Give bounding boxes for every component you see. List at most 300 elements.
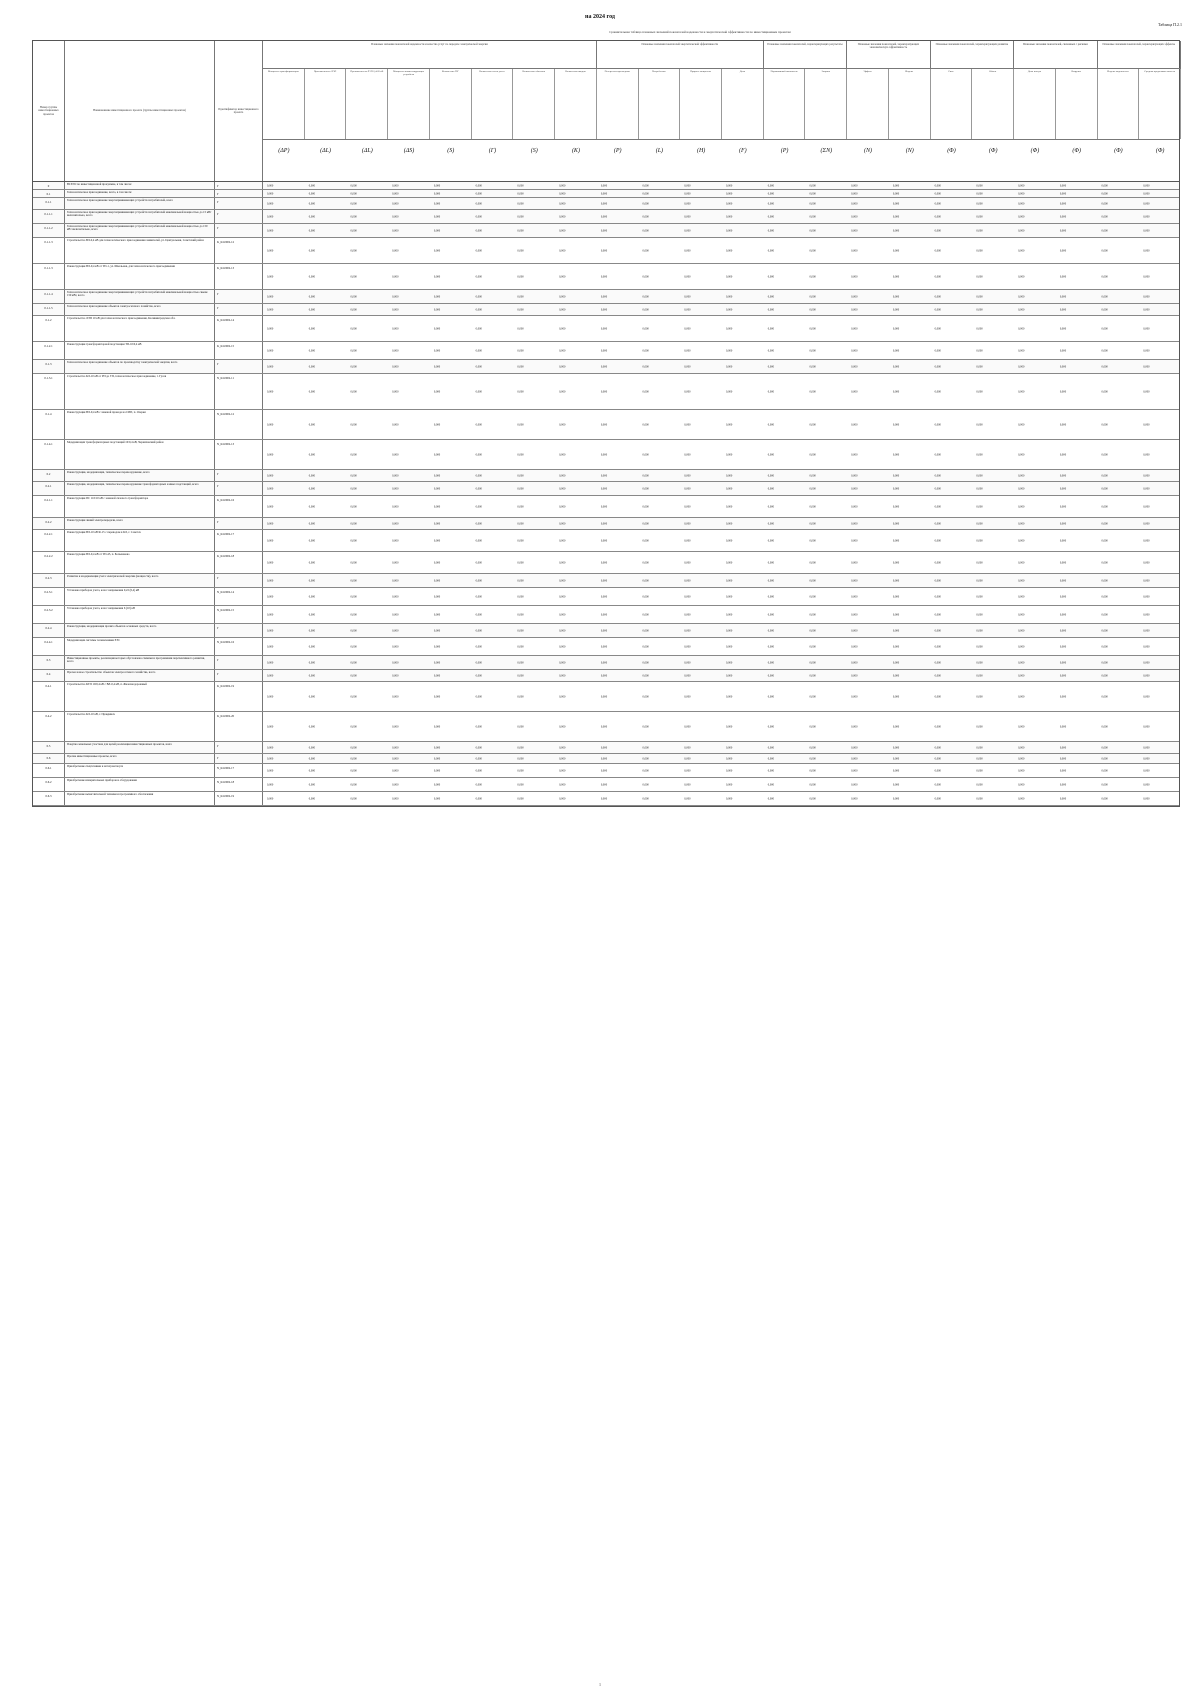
value-cell: 0,000	[433, 295, 441, 298]
value-cell: 0,000	[433, 505, 441, 508]
value-cell: 0,000	[684, 275, 691, 278]
value-cell: 0,000	[851, 746, 858, 749]
value-cell: 0,000	[642, 757, 649, 760]
value-cell: 0,000	[934, 423, 941, 426]
value-cell: 0,000	[267, 769, 274, 772]
value-cell: 0,000	[559, 365, 566, 368]
value-cell: 0,000	[851, 539, 858, 542]
value-cell: 0,000	[809, 613, 816, 616]
value-cell: 0,000	[350, 474, 357, 477]
value-cell: 0,000	[642, 202, 649, 205]
value-cell: 0,000	[976, 661, 983, 664]
value-cell: 0,000	[517, 390, 524, 393]
value-cell: 0,000	[1059, 561, 1067, 564]
value-cell: 0,000	[559, 275, 566, 278]
value-cell: 0,000	[475, 295, 482, 298]
value-cell: 0,000	[600, 390, 608, 393]
value-cell: 0,000	[433, 390, 441, 393]
header-subhead: Количество ПУ	[430, 69, 472, 139]
value-cell: 0,000	[809, 783, 816, 786]
value-cell: 0,000	[642, 674, 649, 677]
row-values	[263, 656, 1179, 669]
value-cell: 0,000	[976, 613, 983, 616]
value-cell: 0,000	[767, 725, 775, 728]
value-cell: 0,000	[726, 613, 733, 616]
value-cell: 0,000	[433, 674, 441, 677]
value-cell: 0,000	[433, 487, 441, 490]
header-symbols	[263, 139, 1179, 182]
row-code: 0.6	[33, 754, 65, 763]
value-cell: 0,000	[1059, 308, 1067, 311]
value-cell: 0,000	[726, 215, 733, 218]
table-row	[33, 482, 1179, 496]
value-cell: 0,000	[517, 522, 524, 525]
value-cell: 0,000	[892, 295, 900, 298]
row-values	[263, 496, 1179, 517]
value-cell: 0,000	[934, 661, 941, 664]
value-cell: 0,000	[517, 505, 524, 508]
value-cell: 0,000	[642, 797, 649, 800]
value-cell: 0,000	[308, 629, 316, 632]
header-symbol: (ΔS)	[403, 148, 415, 154]
value-cell: 0,000	[392, 695, 399, 698]
row-name: Технологическое присоединение энергопринимающих устройств потребителей максимальной мощностью свыше 150 кВт, всего	[65, 290, 215, 303]
value-cell: 0,000	[767, 674, 775, 677]
value-cell: 0,000	[1143, 561, 1150, 564]
value-cell: 0,000	[475, 215, 482, 218]
value-cell: 0,000	[892, 184, 900, 187]
value-cell: 0,000	[517, 327, 524, 330]
value-cell: 0,000	[559, 202, 566, 205]
value-cell: 0,000	[1059, 783, 1067, 786]
header-group: Плановые значения показателей, связанных с рисками	[1014, 41, 1097, 69]
row-code: 0.1.1.3	[33, 264, 65, 289]
table-row	[33, 588, 1179, 606]
value-cell: 0,000	[642, 613, 649, 616]
value-cell: 0,000	[809, 453, 816, 456]
value-cell: 0,000	[1018, 579, 1025, 582]
value-cell: 0,000	[392, 797, 399, 800]
value-cell: 0,000	[308, 579, 316, 582]
page-title: на 2024 год	[585, 14, 615, 20]
value-cell: 0,000	[392, 229, 399, 232]
value-cell: 0,000	[350, 695, 357, 698]
row-name: Реконструкция ВЛ-0,4 кВ с заменой провода на СИП, п. Озерки	[65, 410, 215, 439]
value-cell: 0,000	[767, 295, 775, 298]
value-cell: 0,000	[1018, 629, 1025, 632]
value-cell: 0,000	[350, 308, 357, 311]
value-cell: 0,000	[308, 695, 316, 698]
row-values	[263, 682, 1179, 711]
value-cell: 0,000	[976, 797, 983, 800]
value-cell: 0,000	[934, 783, 941, 786]
value-cell: 0,000	[851, 202, 858, 205]
header-group: Плановые значения показателей, характеризующих экономическую эффективность	[847, 41, 930, 69]
value-cell: 0,000	[267, 539, 274, 542]
value-cell: 0,000	[1059, 579, 1067, 582]
table-row	[33, 182, 1179, 190]
value-cell: 0,000	[559, 645, 566, 648]
header-group: Плановые значения показателей энергетической эффективности	[597, 41, 764, 69]
value-cell: 0,000	[851, 645, 858, 648]
value-cell: 0,000	[892, 308, 900, 311]
value-cell: 0,000	[976, 629, 983, 632]
value-cell: 0,000	[475, 487, 482, 490]
value-cell: 0,000	[433, 423, 441, 426]
value-cell: 0,000	[1143, 249, 1150, 252]
value-cell: 0,000	[1101, 249, 1108, 252]
value-cell: 0,000	[767, 365, 775, 368]
value-cell: 0,000	[851, 561, 858, 564]
row-id: Г	[215, 742, 263, 753]
value-cell: 0,000	[726, 769, 733, 772]
value-cell: 0,000	[684, 184, 691, 187]
value-cell: 0,000	[851, 215, 858, 218]
value-cell: 0,000	[851, 275, 858, 278]
table-subtitle: Сравнительная таблица плановых значений показателей надежности и энергетической эффективности по инвестиционным проектам	[609, 30, 791, 34]
header-subhead: Мощность компенсирующих устройств	[388, 69, 430, 139]
value-cell: 0,000	[433, 645, 441, 648]
row-name: Технологическое присоединение энергопринимающих устройств потребителей максимальной мощностью до 150 кВт включительно, всего	[65, 224, 215, 237]
value-cell: 0,000	[600, 275, 608, 278]
value-cell: 0,000	[892, 505, 900, 508]
value-cell: 0,000	[767, 757, 775, 760]
value-cell: 0,000	[976, 202, 983, 205]
value-cell: 0,000	[892, 746, 900, 749]
row-code: 0.1.1.5	[33, 304, 65, 315]
value-cell: 0,000	[433, 769, 441, 772]
value-cell: 0,000	[1101, 757, 1108, 760]
value-cell: 0,000	[1018, 308, 1025, 311]
value-cell: 0,000	[934, 505, 941, 508]
value-cell: 0,000	[726, 390, 733, 393]
value-cell: 0,000	[684, 487, 691, 490]
value-cell: 0,000	[642, 522, 649, 525]
table-row	[33, 764, 1179, 778]
header-subhead: Мощность трансформаторов	[263, 69, 305, 139]
header-symbol: (Φ)	[988, 148, 998, 154]
value-cell: 0,000	[1101, 695, 1108, 698]
table-body	[33, 182, 1179, 806]
value-cell: 0,000	[851, 725, 858, 728]
value-cell: 0,000	[642, 746, 649, 749]
header-symbol: (ΔL)	[361, 148, 373, 154]
header-symbol: (N)	[905, 148, 914, 154]
value-cell: 0,000	[267, 757, 274, 760]
value-cell: 0,000	[726, 202, 733, 205]
value-cell: 0,000	[1101, 613, 1108, 616]
table-row	[33, 304, 1179, 316]
value-cell: 0,000	[517, 192, 524, 195]
value-cell: 0,000	[892, 202, 900, 205]
table-row	[33, 342, 1179, 360]
value-cell: 0,000	[1101, 474, 1108, 477]
value-cell: 0,000	[934, 390, 941, 393]
row-code: 0.6.1	[33, 764, 65, 777]
value-cell: 0,000	[892, 487, 900, 490]
value-cell: 0,000	[433, 797, 441, 800]
value-cell: 0,000	[767, 184, 775, 187]
header-symbol: (ΔP)	[278, 148, 290, 154]
value-cell: 0,000	[767, 423, 775, 426]
value-cell: 0,000	[809, 365, 816, 368]
value-cell: 0,000	[600, 365, 608, 368]
value-cell: 0,000	[1101, 539, 1108, 542]
value-cell: 0,000	[392, 390, 399, 393]
value-cell: 0,000	[475, 539, 482, 542]
value-cell: 0,000	[267, 613, 274, 616]
row-code: 0.2.3	[33, 574, 65, 587]
value-cell: 0,000	[559, 505, 566, 508]
value-cell: 0,000	[684, 308, 691, 311]
value-cell: 0,000	[517, 539, 524, 542]
value-cell: 0,000	[934, 613, 941, 616]
header-subhead: Доля	[722, 69, 764, 139]
header-subhead: Протяженность ЛЭП 0,4-20 кВ	[346, 69, 388, 139]
value-cell: 0,000	[851, 327, 858, 330]
value-cell: 0,000	[934, 327, 941, 330]
value-cell: 0,000	[892, 539, 900, 542]
value-cell: 0,000	[350, 595, 357, 598]
value-cell: 0,000	[684, 505, 691, 508]
value-cell: 0,000	[559, 757, 566, 760]
value-cell: 0,000	[851, 505, 858, 508]
value-cell: 0,000	[267, 746, 274, 749]
value-cell: 0,000	[392, 423, 399, 426]
value-cell: 0,000	[726, 757, 733, 760]
value-cell: 0,000	[600, 522, 608, 525]
value-cell: 0,000	[600, 629, 608, 632]
value-cell: 0,000	[726, 725, 733, 728]
value-cell: 0,000	[892, 423, 900, 426]
value-cell: 0,000	[767, 453, 775, 456]
value-cell: 0,000	[1059, 390, 1067, 393]
value-cell: 0,000	[433, 249, 441, 252]
value-cell: 0,000	[517, 695, 524, 698]
value-cell: 0,000	[1143, 629, 1150, 632]
value-cell: 0,000	[559, 295, 566, 298]
value-cell: 0,000	[559, 746, 566, 749]
value-cell: 0,000	[1143, 725, 1150, 728]
value-cell: 0,000	[1018, 757, 1025, 760]
value-cell: 0,000	[433, 184, 441, 187]
value-cell: 0,000	[809, 487, 816, 490]
value-cell: 0,000	[1101, 645, 1108, 648]
value-cell: 0,000	[350, 746, 357, 749]
value-cell: 0,000	[308, 390, 316, 393]
value-cell: 0,000	[726, 579, 733, 582]
value-cell: 0,000	[433, 725, 441, 728]
value-cell: 0,000	[433, 192, 441, 195]
header-subhead: Индекс надежности	[1098, 69, 1140, 139]
value-cell: 0,000	[1018, 522, 1025, 525]
value-cell: 0,000	[559, 423, 566, 426]
value-cell: 0,000	[726, 453, 733, 456]
value-cell: 0,000	[976, 192, 983, 195]
value-cell: 0,000	[767, 797, 775, 800]
value-cell: 0,000	[1018, 229, 1025, 232]
value-cell: 0,000	[517, 487, 524, 490]
row-code: 0.3	[33, 656, 65, 669]
value-cell: 0,000	[267, 349, 274, 352]
header-subhead: Нормативный показатель	[764, 69, 806, 139]
row-values	[263, 754, 1179, 763]
value-cell: 0,000	[475, 249, 482, 252]
value-cell: 0,000	[1143, 349, 1150, 352]
header-subhead: Выручка	[1056, 69, 1098, 139]
value-cell: 0,000	[559, 725, 566, 728]
value-cell: 0,000	[392, 561, 399, 564]
value-cell: 0,000	[392, 661, 399, 664]
value-cell: 0,000	[308, 725, 316, 728]
value-cell: 0,000	[934, 275, 941, 278]
value-cell: 0,000	[976, 308, 983, 311]
value-cell: 0,000	[1101, 327, 1108, 330]
value-cell: 0,000	[392, 349, 399, 352]
value-cell: 0,000	[767, 215, 775, 218]
value-cell: 0,000	[1143, 674, 1150, 677]
row-values	[263, 670, 1179, 681]
value-cell: 0,000	[684, 746, 691, 749]
value-cell: 0,000	[392, 249, 399, 252]
value-cell: 0,000	[684, 423, 691, 426]
table-row	[33, 530, 1179, 552]
value-cell: 0,000	[433, 229, 441, 232]
row-values	[263, 742, 1179, 753]
value-cell: 0,000	[1143, 423, 1150, 426]
value-cell: 0,000	[851, 757, 858, 760]
value-cell: 0,000	[1101, 308, 1108, 311]
value-cell: 0,000	[851, 695, 858, 698]
row-id: N_KL0002-15	[215, 606, 263, 623]
value-cell: 0,000	[392, 295, 399, 298]
value-cell: 0,000	[1059, 539, 1067, 542]
value-cell: 0,000	[308, 769, 316, 772]
value-cell: 0,000	[559, 327, 566, 330]
value-cell: 0,000	[1018, 295, 1025, 298]
value-cell: 0,000	[642, 539, 649, 542]
value-cell: 0,000	[517, 453, 524, 456]
value-cell: 0,000	[1143, 613, 1150, 616]
value-cell: 0,000	[892, 275, 900, 278]
value-cell: 0,000	[767, 349, 775, 352]
value-cell: 0,000	[934, 769, 941, 772]
value-cell: 0,000	[600, 327, 608, 330]
value-cell: 0,000	[976, 249, 983, 252]
value-cell: 0,000	[433, 539, 441, 542]
value-cell: 0,000	[559, 390, 566, 393]
value-cell: 0,000	[809, 769, 816, 772]
value-cell: 0,000	[350, 757, 357, 760]
row-code: 0.1.1.4	[33, 290, 65, 303]
row-values	[263, 764, 1179, 777]
row-values	[263, 190, 1179, 197]
value-cell: 0,000	[767, 390, 775, 393]
value-cell: 0,000	[976, 579, 983, 582]
value-cell: 0,000	[1143, 365, 1150, 368]
value-cell: 0,000	[1059, 695, 1067, 698]
value-cell: 0,000	[350, 674, 357, 677]
value-cell: 0,000	[1101, 275, 1108, 278]
value-cell: 0,000	[934, 725, 941, 728]
value-cell: 0,000	[392, 674, 399, 677]
row-id: K_KL0002-19	[215, 682, 263, 711]
value-cell: 0,000	[350, 192, 357, 195]
row-id: Г	[215, 304, 263, 315]
value-cell: 0,000	[642, 327, 649, 330]
value-cell: 0,000	[559, 184, 566, 187]
value-cell: 0,000	[642, 365, 649, 368]
value-cell: 0,000	[684, 249, 691, 252]
header-subhead: Количество объектов	[513, 69, 555, 139]
value-cell: 0,000	[684, 783, 691, 786]
value-cell: 0,000	[642, 308, 649, 311]
value-cell: 0,000	[517, 645, 524, 648]
value-cell: 0,000	[1143, 645, 1150, 648]
value-cell: 0,000	[517, 595, 524, 598]
value-cell: 0,000	[642, 423, 649, 426]
value-cell: 0,000	[976, 423, 983, 426]
row-values	[263, 574, 1179, 587]
value-cell: 0,000	[1143, 539, 1150, 542]
value-cell: 0,000	[267, 184, 274, 187]
value-cell: 0,000	[267, 474, 274, 477]
value-cell: 0,000	[350, 229, 357, 232]
row-code: 0.2.3.2	[33, 606, 65, 623]
value-cell: 0,000	[642, 505, 649, 508]
row-values	[263, 198, 1179, 209]
value-cell: 0,000	[559, 349, 566, 352]
row-name: Реконструкция ПС 110/10 кВ с заменой силового трансформатора	[65, 496, 215, 517]
value-cell: 0,000	[892, 390, 900, 393]
header-group: Плановые значения показателей надежности и качества услуг по передаче электрической энергии	[263, 41, 597, 69]
value-cell: 0,000	[267, 249, 274, 252]
value-cell: 0,000	[308, 327, 316, 330]
header-subhead: Потребление	[639, 69, 681, 139]
value-cell: 0,000	[350, 769, 357, 772]
value-cell: 0,000	[767, 746, 775, 749]
value-cell: 0,000	[851, 783, 858, 786]
value-cell: 0,000	[392, 184, 399, 187]
value-cell: 0,000	[308, 539, 316, 542]
value-cell: 0,000	[934, 522, 941, 525]
header-subhead: Протяженность ЛЭП	[305, 69, 347, 139]
value-cell: 0,000	[392, 275, 399, 278]
value-cell: 0,000	[308, 202, 316, 205]
value-cell: 0,000	[1059, 522, 1067, 525]
value-cell: 0,000	[308, 645, 316, 648]
value-cell: 0,000	[350, 797, 357, 800]
table-row	[33, 712, 1179, 742]
value-cell: 0,000	[475, 184, 482, 187]
value-cell: 0,000	[1059, 629, 1067, 632]
row-name: Технологическое присоединение, всего, в том числе:	[65, 190, 215, 197]
value-cell: 0,000	[433, 595, 441, 598]
row-code: 0	[33, 182, 65, 189]
table-row	[33, 792, 1179, 806]
value-cell: 0,000	[809, 695, 816, 698]
value-cell: 0,000	[433, 349, 441, 352]
value-cell: 0,000	[433, 522, 441, 525]
row-id: Г	[215, 624, 263, 637]
value-cell: 0,000	[308, 613, 316, 616]
value-cell: 0,000	[892, 215, 900, 218]
value-cell: 0,000	[1143, 661, 1150, 664]
value-cell: 0,000	[934, 474, 941, 477]
value-cell: 0,000	[684, 229, 691, 232]
row-code: 0.6.2	[33, 778, 65, 791]
header-symbol: (Φ)	[1072, 148, 1081, 154]
